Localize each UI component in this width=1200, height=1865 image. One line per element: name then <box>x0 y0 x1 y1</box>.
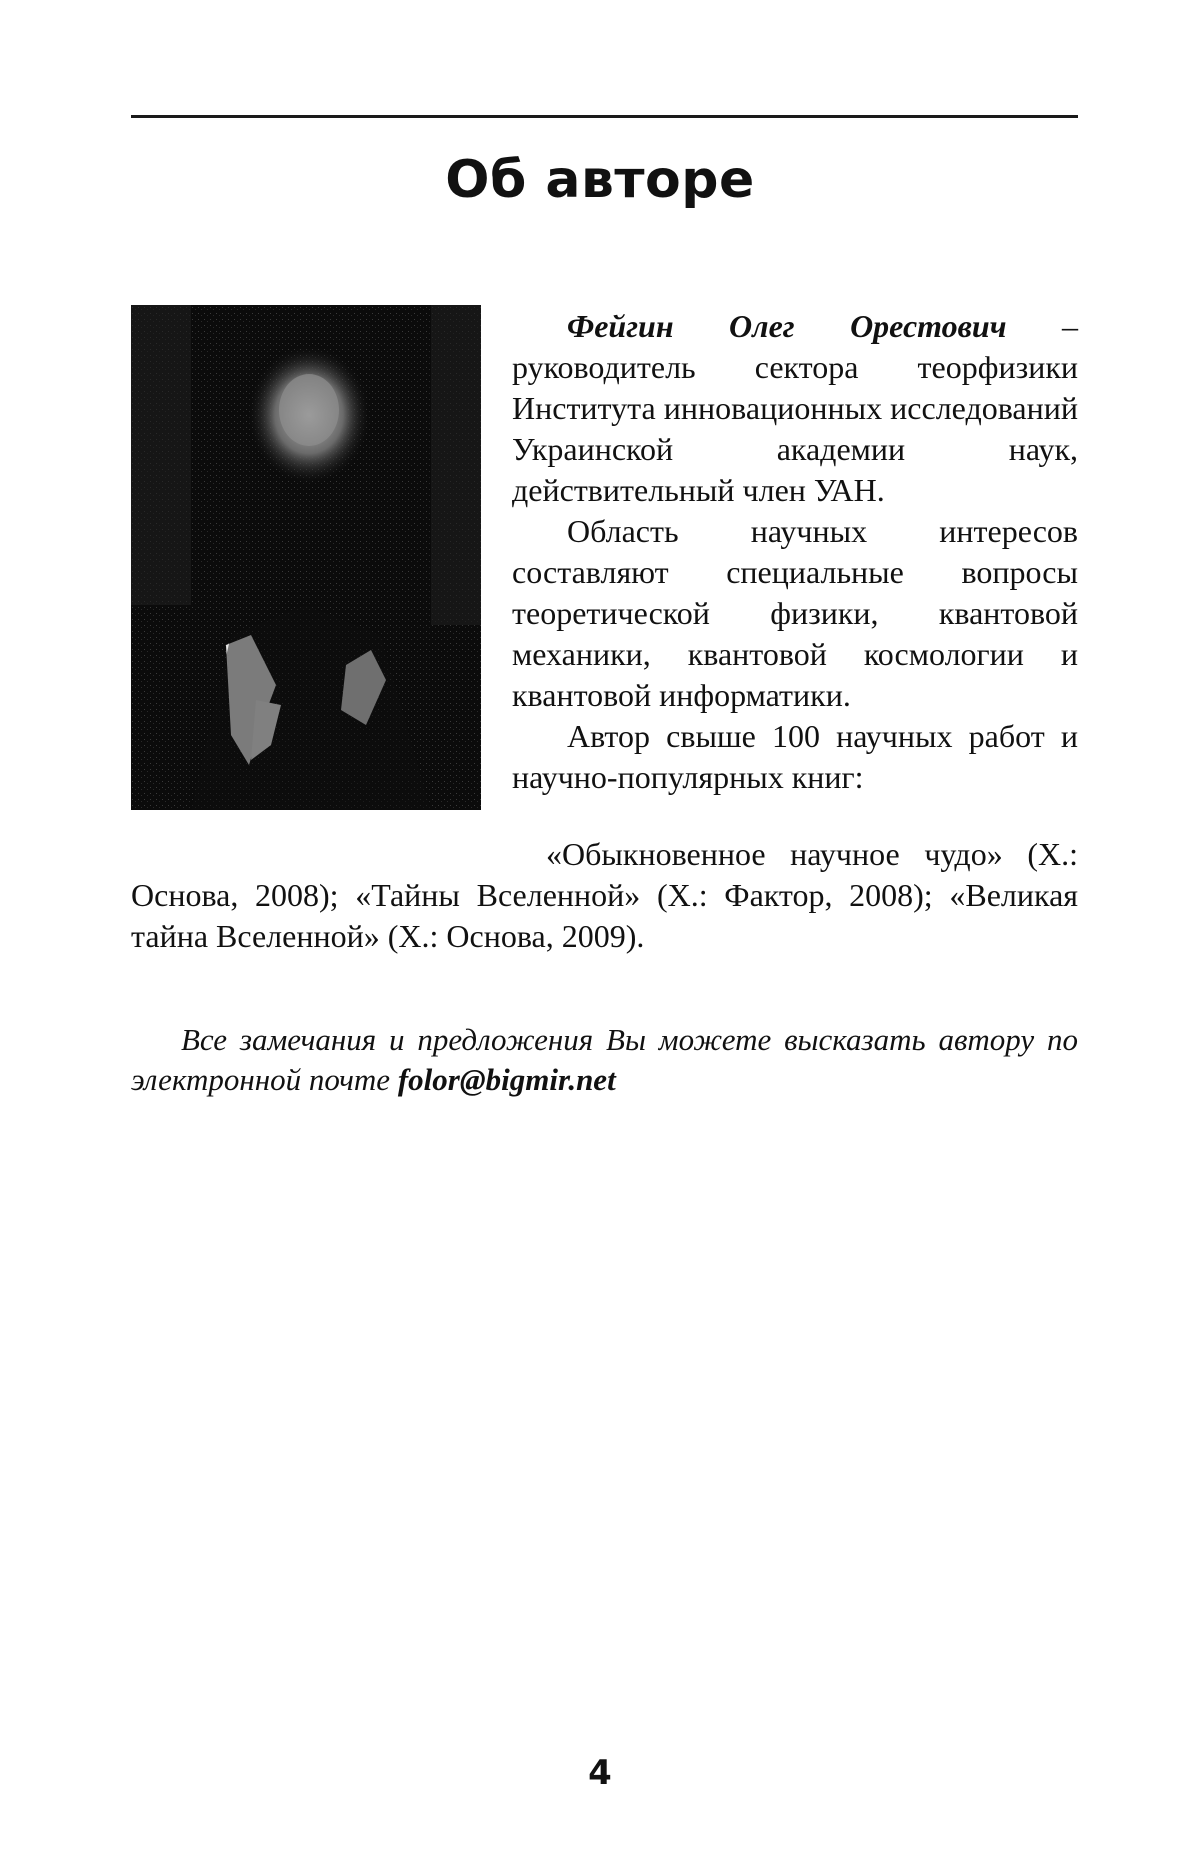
bio-paragraph-interests: Область научных интересов составляют специальные вопросы теоретической физики, квантовой механики, квантовой космологии и квантовой информатики. <box>512 513 1078 713</box>
books-list <box>131 834 1078 957</box>
author-position: – руководитель сектора теорфизики Института инновационных исследований Украинской академии наук, действительный член УАН. <box>512 308 1079 508</box>
books-paragraph: «Обыкновенное научное чудо» (Х.: Основа, 2008); «Тайны Вселенной» (Х.: Фактор, 2008); «Великая тайна Вселенной» (Х.: Основа, 2009). <box>131 836 1078 954</box>
author-bio <box>512 306 1078 798</box>
contact-email-link[interactable]: folor@bigmir.net <box>397 1062 616 1097</box>
bio-paragraph-works: Автор свыше 100 научных работ и научно-популярных книг: <box>512 718 1078 795</box>
header-rule <box>131 115 1078 118</box>
author-portrait-icon <box>131 305 481 810</box>
author-portrait <box>131 305 481 810</box>
contact-text: Все замечания и предложения Вы можете высказать автору по электронной почте <box>131 1022 1078 1097</box>
page-title: Об авторе <box>445 150 755 210</box>
bio-paragraph-position <box>512 306 1078 511</box>
contact-paragraph <box>131 1020 1078 1100</box>
contact-note <box>131 1020 1078 1100</box>
page-number: 4 <box>588 1753 612 1793</box>
author-name: Фейгин Олег Орестович <box>567 308 1007 344</box>
